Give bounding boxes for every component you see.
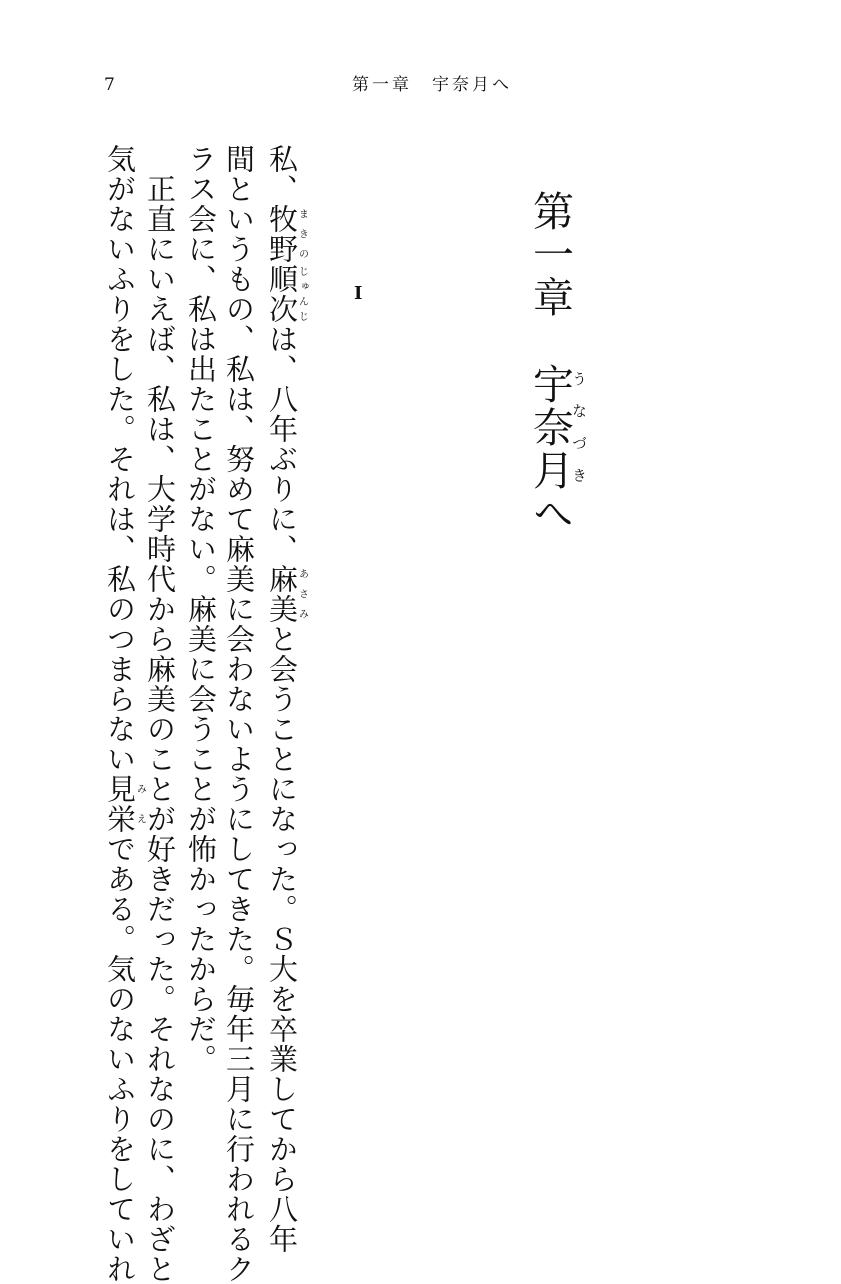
ruby-base: 順次 <box>265 264 299 324</box>
running-header: 第一章 宇奈月へ <box>352 75 512 95</box>
text-span: は、八年ぶりに、 <box>265 324 299 564</box>
page-number: 7 <box>104 75 115 95</box>
ruby-base: 麻美 <box>265 564 299 624</box>
ruby-mie <box>103 774 146 834</box>
chapter-title-ruby <box>526 363 588 492</box>
ruby-base: 見栄 <box>103 774 137 834</box>
text-span: 気がないふりをした。それは、私のつまらない <box>103 144 137 774</box>
ruby-reading: みえ <box>134 774 146 834</box>
chapter-title-tail: へ <box>526 492 574 535</box>
chapter-title-base: 宇奈月 <box>526 363 574 492</box>
ruby-reading: まきの <box>296 204 308 264</box>
text-span: 私、 <box>265 144 299 204</box>
text-span: である。気のないふりをしていれ <box>103 834 137 1284</box>
body-line-1 <box>262 144 307 1254</box>
chapter-number-label: 第一章 <box>526 190 574 319</box>
ruby-reading: じゅんじ <box>296 264 308 324</box>
body-line-3: ラス会に、私は出たことがない。麻美に会うことが怖かったからだ。 <box>184 144 218 1074</box>
body-line-5 <box>100 144 145 1284</box>
chapter-title-reading: うなづき <box>570 363 588 492</box>
body-line-4: 正直にいえば、私は、大学時代から麻美のことが好きだった。それなのに、わざと <box>143 144 177 1284</box>
chapter-title <box>520 190 587 535</box>
ruby-asami <box>265 564 308 624</box>
ruby-reading: あさみ <box>296 564 308 624</box>
text-span: と会うことになった。Ｓ大を卒業してから八年 <box>265 624 299 1254</box>
ruby-base: 牧野 <box>265 204 299 264</box>
ruby-junji <box>265 264 308 324</box>
ruby-makino <box>265 204 308 264</box>
body-line-2: 間というもの、私は、努めて麻美に会わないようにしてきた。毎年三月に行われるク <box>222 144 256 1284</box>
section-number: I <box>354 283 363 304</box>
